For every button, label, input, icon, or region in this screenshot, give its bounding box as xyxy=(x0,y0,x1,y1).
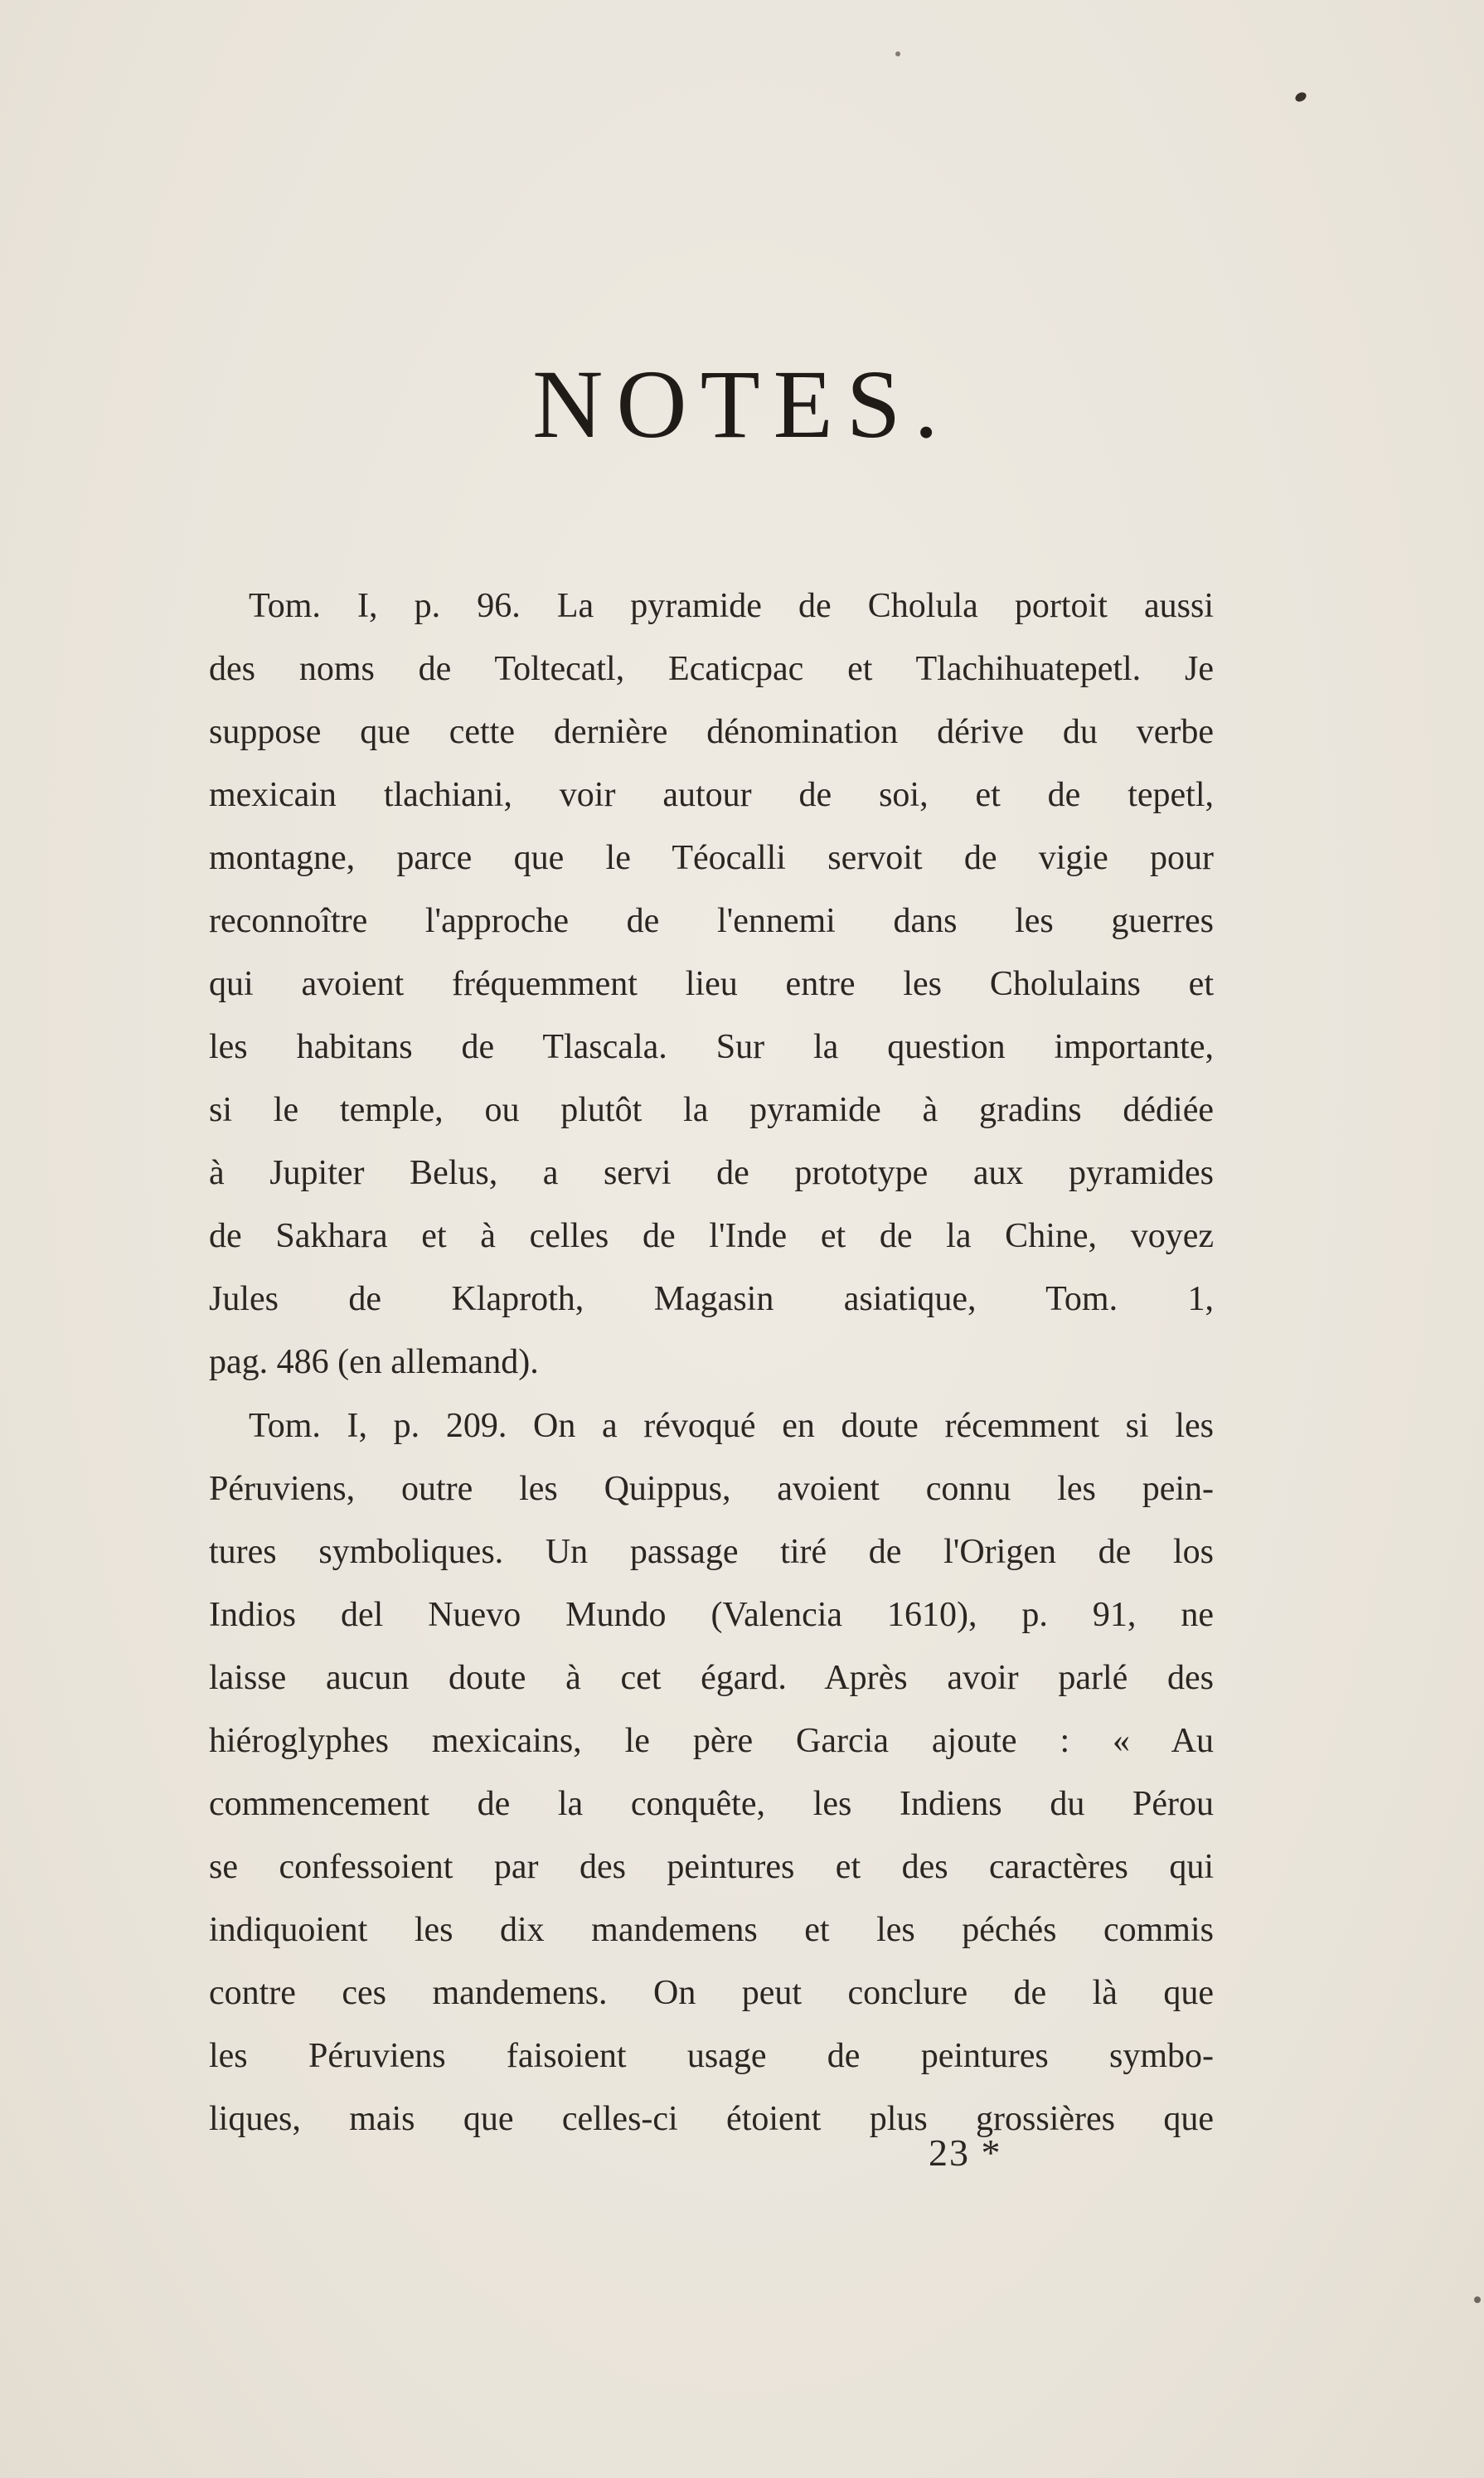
note-1-line: montagne, parce que le Téocalli servoit de vigie pour xyxy=(209,839,1214,877)
note-1-line: Tom. I, p. 96. La pyramide de Cholula portoit aussi xyxy=(249,587,1214,625)
note-2-line: tures symboliques. Un passage tiré de l'Origen de los xyxy=(209,1533,1214,1571)
note-2-line: Tom. I, p. 209. On a révoqué en doute récemment si les xyxy=(249,1407,1214,1445)
note-1 xyxy=(209,575,1214,1394)
note-2 xyxy=(209,1394,1214,2151)
note-2-line: laisse aucun doute à cet égard. Après avoir parlé des xyxy=(209,1659,1214,1697)
ink-speck xyxy=(1293,90,1307,104)
note-2-line: Péruviens, outre les Quippus, avoient connu les pein- xyxy=(209,1470,1214,1508)
note-1-line: suppose que cette dernière dénomination dérive du verbe xyxy=(209,713,1214,751)
note-2-line: indiquoient les dix mandemens et les péchés commis xyxy=(209,1911,1214,1949)
ink-speck xyxy=(1474,2296,1481,2303)
page-title: NOTES. xyxy=(532,350,952,458)
note-2-line: les Péruviens faisoient usage de peintures symbo- xyxy=(209,2037,1214,2075)
note-2-line: liques, mais que celles-ci étoient plus grossières que xyxy=(209,2100,1214,2138)
note-1-line: les habitans de Tlascala. Sur la question importante, xyxy=(209,1028,1214,1066)
page-signature: 23 * xyxy=(929,2131,1002,2174)
note-2-line: Indios del Nuevo Mundo (Valencia 1610), p. 91, ne xyxy=(209,1596,1214,1634)
note-1-line: des noms de Toltecatl, Ecaticpac et Tlachihuatepetl. Je xyxy=(209,650,1214,688)
note-2-line: contre ces mandemens. On peut conclure de là que xyxy=(209,1974,1214,2012)
note-1-line: à Jupiter Belus, a servi de prototype aux pyramides xyxy=(209,1154,1214,1192)
note-2-line: commencement de la conquête, les Indiens du Pérou xyxy=(209,1785,1214,1823)
note-2-line: se confessoient par des peintures et des caractères qui xyxy=(209,1848,1214,1886)
note-1-line: de Sakhara et à celles de l'Inde et de la Chine, voyez xyxy=(209,1217,1214,1255)
note-1-line: si le temple, ou plutôt la pyramide à gradins dédiée xyxy=(209,1091,1214,1129)
note-1-line: pag. 486 (en allemand). xyxy=(209,1343,539,1381)
ink-speck xyxy=(895,51,900,56)
note-1-line: qui avoient fréquemment lieu entre les Cholulains et xyxy=(209,965,1214,1003)
note-2-line: hiéroglyphes mexicains, le père Garcia ajoute : « Au xyxy=(209,1722,1214,1760)
note-1-line: reconnoître l'approche de l'ennemi dans les guerres xyxy=(209,902,1214,940)
note-1-line: Jules de Klaproth, Magasin asiatique, Tom. 1, xyxy=(209,1280,1214,1318)
note-1-line: mexicain tlachiani, voir autour de soi, et de tepetl, xyxy=(209,776,1214,814)
